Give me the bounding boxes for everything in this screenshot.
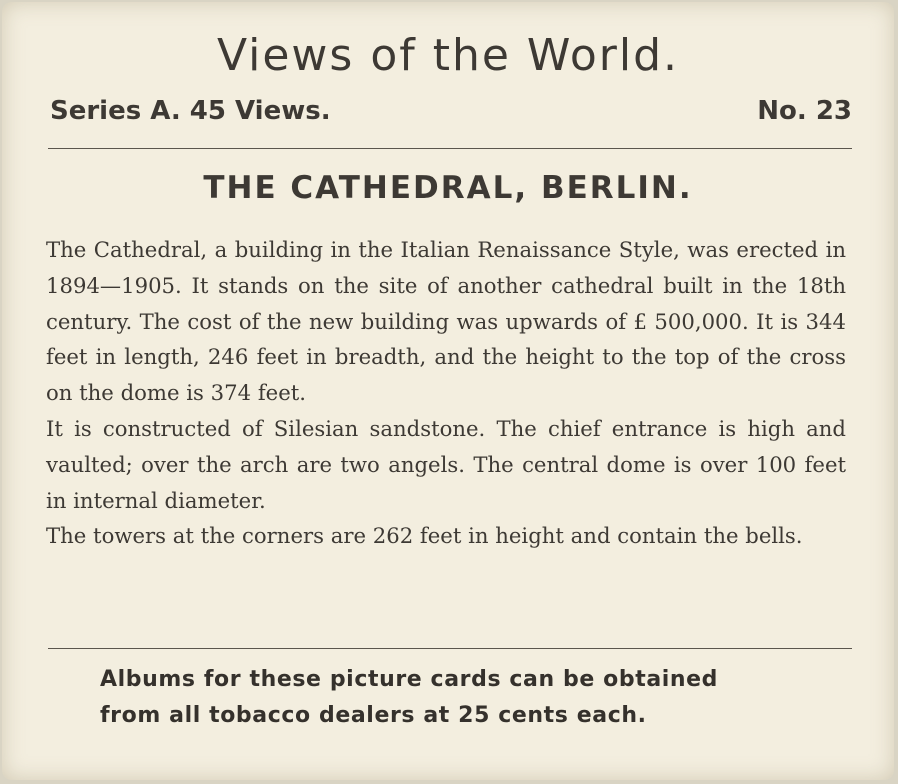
card-heading: THE CATHEDRAL, BERLIN. — [203, 170, 693, 206]
body-paragraph-1: The Cathedral, a building in the Italian Renaissance Style, was erected in 1894—1905. It stands on the site of another cathedral built in the 18th century. The cost of the new building was upwards of £ 500,000. It is 344 feet in length, 246 feet in breadth, and the height to the top of the cross on the dome is 374 feet. — [46, 237, 846, 406]
card-number: No. 23 — [757, 96, 852, 126]
picture-card — [2, 2, 894, 780]
bottom-divider — [48, 648, 852, 649]
body-paragraph-3: The towers at the corners are 262 feet in height and contain the bells. — [46, 523, 803, 549]
footer-line-2: from all tobacco dealers at 25 cents each. — [100, 703, 647, 728]
card-body — [46, 232, 846, 554]
top-divider — [48, 148, 852, 149]
footer-notice — [100, 662, 820, 734]
footer-line-1: Albums for these picture cards can be obtained — [100, 667, 719, 692]
body-paragraph-2: It is constructed of Silesian sandstone. The chief entrance is high and vaulted; over the arch are two angels. The central dome is over 100 feet in internal diameter. — [46, 415, 846, 513]
series-label: Series A. 45 Views. — [50, 96, 331, 126]
card-title: Views of the World. — [217, 30, 679, 81]
